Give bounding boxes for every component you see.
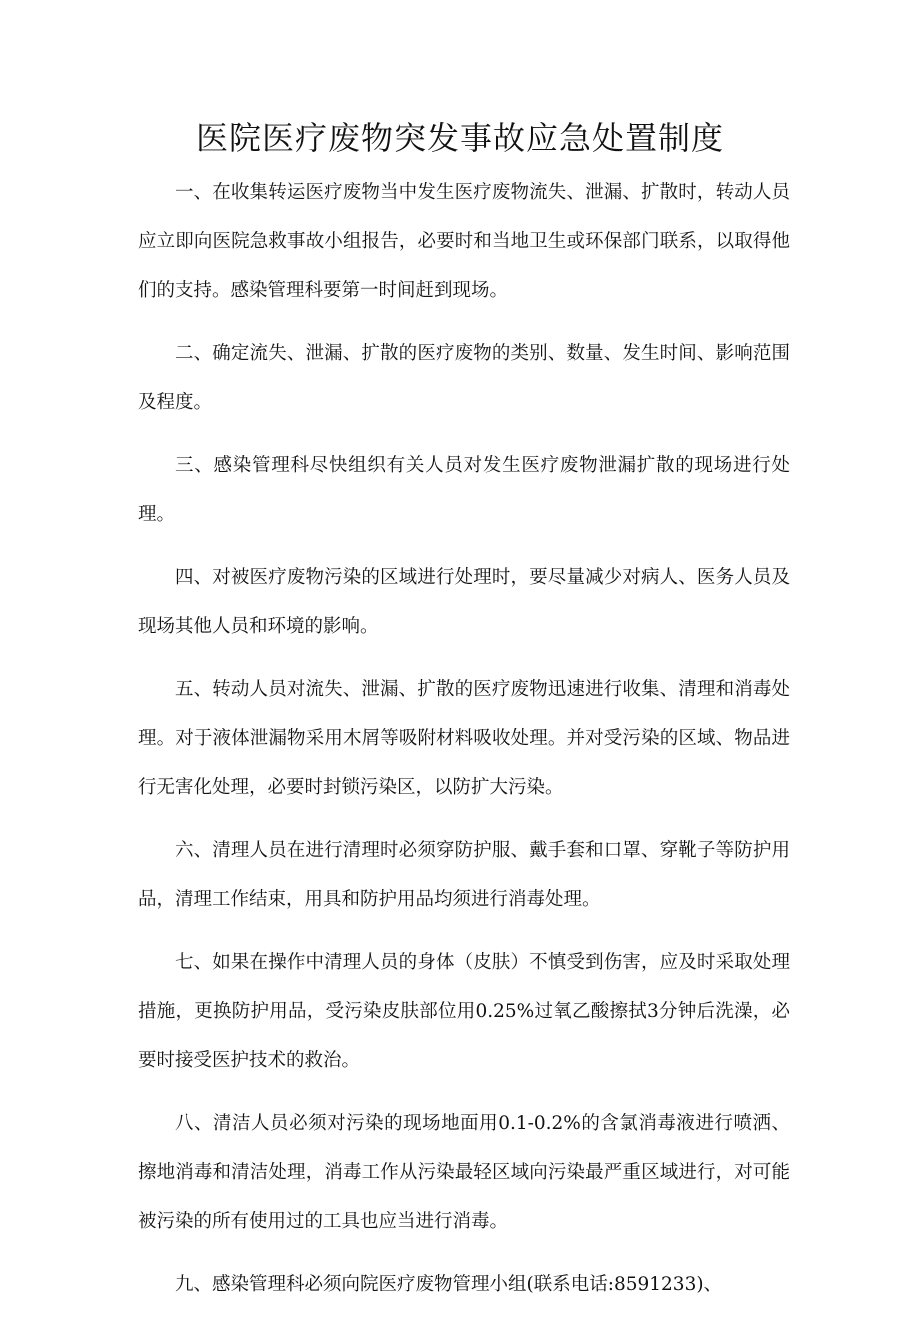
paragraph-3: 三、感染管理科尽快组织有关人员对发生医疗废物泄漏扩散的现场进行处理。 [138, 455, 790, 525]
paragraph-4: 四、对被医疗废物污染的区域进行处理时，要尽量减少对病人、医务人员及现场其他人员和环境的影响。 [138, 567, 790, 637]
paragraph-6: 六、清理人员在进行清理时必须穿防护服、戴手套和口罩、穿靴子等防护用品，清理工作结束，用具和防护用品均须进行消毒处理。 [138, 840, 790, 910]
paragraph-5: 五、转动人员对流失、泄漏、扩散的医疗废物迅速进行收集、清理和消毒处理。对于液体泄漏物采用木屑等吸附材料吸收处理。并对受污染的区域、物品进行无害化处理，必要时封锁污染区，以防扩大污染。 [138, 679, 790, 798]
paragraph-1: 一、在收集转运医疗废物当中发生医疗废物流失、泄漏、扩散时，转动人员应立即向医院急救事故小组报告，必要时和当地卫生或环保部门联系，以取得他们的支持。感染管理科要第一时间赶到现场。 [138, 182, 790, 301]
paragraph-8: 八、清洁人员必须对污染的现场地面用0.1-0.2%的含氯消毒液进行喷洒、擦地消毒和清洁处理，消毒工作从污染最轻区域向污染最严重区域进行，对可能被污染的所有使用过的工具也应当进行消毒。 [138, 1113, 790, 1232]
document-title: 医院医疗废物突发事故应急处置制度 [195, 119, 724, 157]
paragraph-9: 九、感染管理科必须向院医疗废物管理小组(联系电话:8591233)、 [175, 1274, 723, 1295]
paragraph-2: 二、确定流失、泄漏、扩散的医疗废物的类别、数量、发生时间、影响范围及程度。 [138, 343, 790, 413]
paragraph-7: 七、如果在操作中清理人员的身体（皮肤）不慎受到伤害，应及时采取处理措施，更换防护用品，受污染皮肤部位用0.25%过氧乙酸擦拭3分钟后洗澡，必要时接受医护技术的救治。 [138, 952, 790, 1071]
document-body [138, 168, 790, 1323]
